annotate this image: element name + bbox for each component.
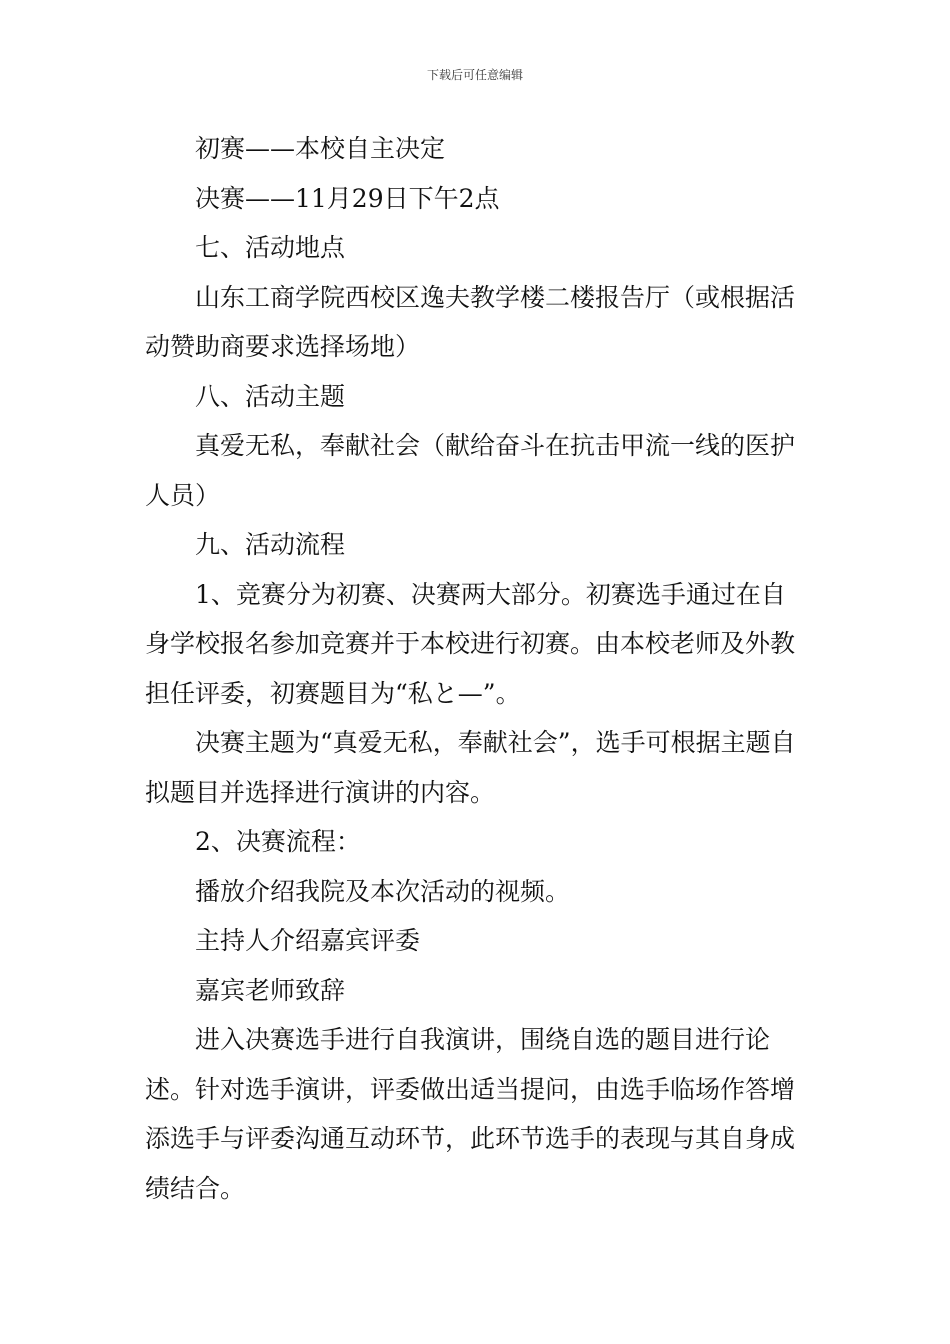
paragraph-final-time: 决赛——11月29日下午2点 — [195, 183, 500, 213]
paragraph-final-speech: 进入决赛选手进行自我演讲，围绕自选的题目进行论述。针对选手演讲，评委做出适当提问，由选手临场作答增添选手与评委沟通互动环节，此环节选手的表现与其自身成绩结合。 — [145, 1025, 796, 1203]
paragraph-theme: 真爱无私，奉献社会（献给奋斗在抗击甲流一线的医护人员） — [145, 431, 796, 510]
heading-theme: 八、活动主题 — [195, 381, 346, 411]
heading-location: 七、活动地点 — [195, 233, 346, 262]
paragraph-process-2: 2、决赛流程： — [195, 827, 361, 856]
paragraph-preliminary: 初赛——本校自主决定 — [195, 134, 446, 163]
page-header: 下载后可任意编辑 — [426, 68, 523, 82]
paragraph-location: 山东工商学院西校区逸夫教学楼二楼报告厅（或根据活动赞助商要求选择场地） — [145, 282, 796, 361]
paragraph-final-theme: 决赛主题为“真爱无私，奉献社会”，选手可根据主题自拟题目并选择进行演讲的内容。 — [145, 728, 796, 807]
paragraph-host: 主持人介绍嘉宾评委 — [195, 926, 421, 955]
paragraph-process-1: 1、竞赛分为初赛、决赛两大部分。初赛选手通过在自身学校报名参加竞赛并于本校进行初赛。由本校老师及外教担任评委，初赛题目为“私と—”。 — [145, 579, 796, 708]
heading-process: 九、活动流程 — [195, 530, 346, 559]
paragraph-video: 播放介绍我院及本次活动的视频。 — [195, 876, 571, 906]
document-body — [145, 124, 810, 1213]
paragraph-guest-speech: 嘉宾老师致辞 — [195, 975, 346, 1005]
